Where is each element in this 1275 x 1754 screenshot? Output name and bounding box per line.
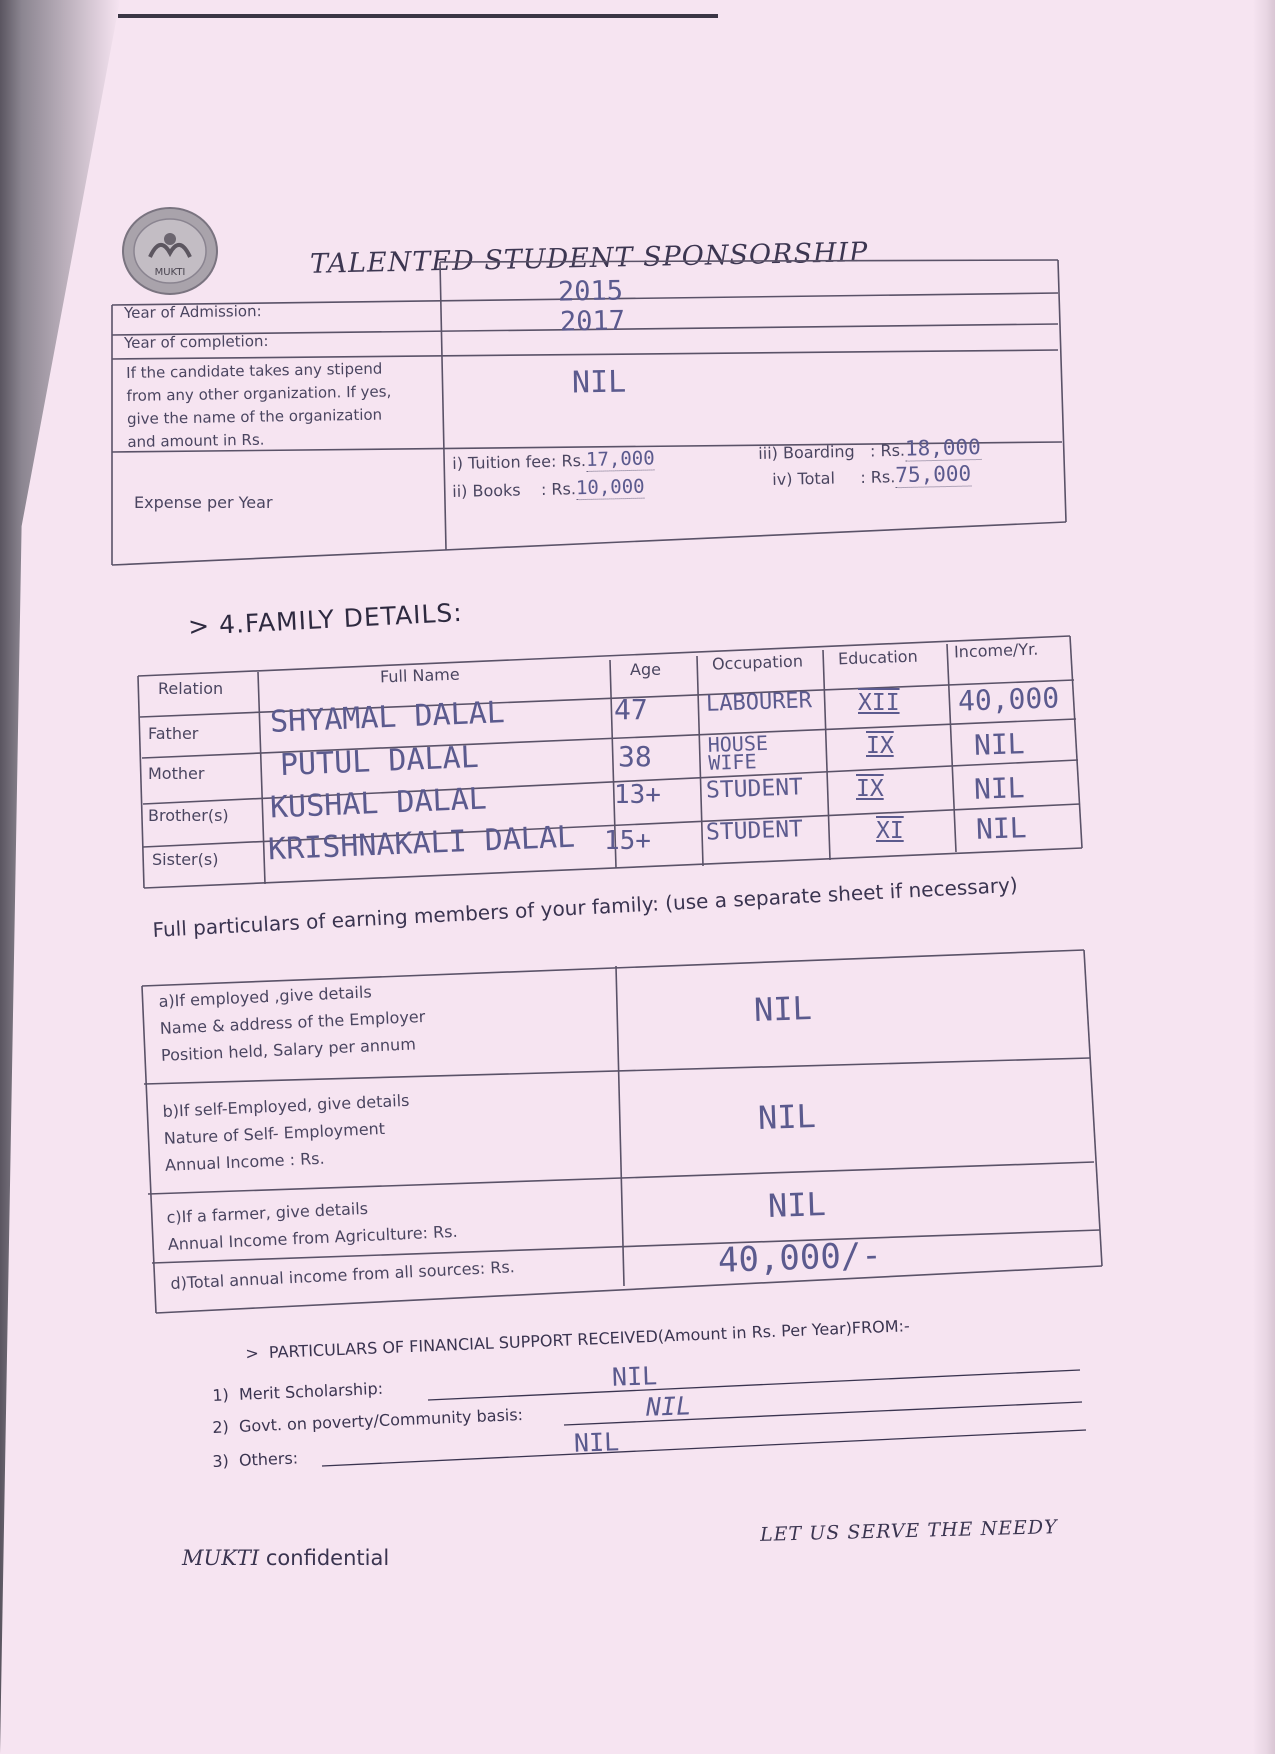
earning-a-line: a)If employed ,give details <box>158 982 373 1011</box>
boarding-value: 18,000 <box>904 434 982 461</box>
col-relation: Relation <box>158 679 224 698</box>
family-heading-text: 4.FAMILY DETAILS: <box>218 597 464 640</box>
education-sister: XI <box>876 818 904 844</box>
age-mother: 38 <box>618 740 652 773</box>
total-value: 75,000 <box>895 461 972 488</box>
earning-note: Full particulars of earning members of your family: (use a separate sheet if necessary) <box>152 872 1019 942</box>
total-colon: : Rs. <box>860 467 896 487</box>
income-brother: NIL <box>973 771 1026 806</box>
support-heading-marker: > <box>245 1343 260 1363</box>
relation-sister: Sister(s) <box>152 850 219 869</box>
completion-value: 2017 <box>559 305 626 338</box>
support-label: Govt. on poverty/Community basis: <box>238 1404 524 1436</box>
stipend-label-line: If the candidate takes any stipend <box>126 359 383 382</box>
name-brother: KUSHAL DALAL <box>269 781 488 826</box>
earning-b-line: Nature of Self- Employment <box>163 1118 386 1148</box>
expense-label: Expense per Year <box>134 493 273 512</box>
earning-b-value: NIL <box>757 1097 817 1137</box>
support-num: 3) <box>212 1451 230 1471</box>
stipend-label-line: give the name of the organization <box>126 405 383 428</box>
age-sister: 15+ <box>604 826 651 856</box>
occupation-mother: HOUSE WIFE <box>707 730 769 775</box>
support-value-merit: NIL <box>611 1361 658 1392</box>
col-age: Age <box>630 660 661 679</box>
support-label: Others: <box>238 1448 299 1470</box>
admission-value: 2015 <box>557 275 624 308</box>
total-label: iv) Total <box>772 468 836 489</box>
name-mother: PUTUL DALAL <box>279 739 480 784</box>
occupation-brother: STUDENT <box>705 774 804 804</box>
tuition-label: i) Tuition fee: Rs. <box>452 450 587 473</box>
occupation-father: LABOURER <box>705 688 813 717</box>
col-full-name: Full Name <box>379 664 460 687</box>
education-brother: IX <box>856 776 884 802</box>
tuition-value: 17,000 <box>585 447 655 471</box>
logo-text: MUKTI <box>154 267 186 278</box>
stipend-label-line: from any other organization. If yes, <box>126 382 392 405</box>
support-heading-text: PARTICULARS OF FINANCIAL SUPPORT RECEIVED(Amount in Rs. Per Year)FROM:- <box>268 1316 911 1362</box>
relation-father: Father <box>148 724 199 743</box>
col-income: Income/Yr. <box>953 639 1039 662</box>
boarding-label: iii) Boarding <box>758 441 855 463</box>
earning-c-line: Annual Income from Agriculture: Rs. <box>167 1221 458 1254</box>
support-num: 1) <box>212 1385 230 1405</box>
earning-d-label: d)Total annual income from all sources: Rs. <box>170 1257 516 1293</box>
books-value: 10,000 <box>575 475 645 500</box>
heading-marker: > <box>187 611 211 642</box>
name-father: SHYAMAL DALAL <box>269 695 506 740</box>
admission-label: Year of Admission: <box>123 302 262 322</box>
relation-brother: Brother(s) <box>148 806 229 825</box>
support-num: 2) <box>212 1417 230 1437</box>
books-label: ii) Books <box>452 480 521 501</box>
footer-brand: MUKTI <box>182 1546 260 1570</box>
support-value-others: NIL <box>573 1427 620 1458</box>
earning-b-line: b)If self-Employed, give details <box>162 1090 410 1121</box>
stipend-label-line: and amount in Rs. <box>127 430 265 451</box>
boarding-colon: : Rs. <box>869 440 906 461</box>
footer-confidential <box>182 1546 389 1570</box>
support-item-others <box>212 1448 298 1471</box>
stipend-value: NIL <box>571 364 627 401</box>
footer-motto: LET US SERVE THE NEEDY <box>759 1516 1058 1546</box>
relation-mother: Mother <box>148 764 205 783</box>
footer-confidential-text: confidential <box>265 1546 390 1570</box>
income-sister: NIL <box>975 811 1028 846</box>
col-occupation: Occupation <box>711 651 804 674</box>
support-label: Merit Scholarship: <box>238 1378 384 1404</box>
education-mother: IX <box>866 733 894 759</box>
age-father: 47 <box>614 693 648 726</box>
earning-b-line: Annual Income : Rs. <box>164 1148 326 1175</box>
books-colon: : Rs. <box>540 479 577 499</box>
earning-a-line: Position held, Salary per annum <box>160 1034 417 1065</box>
col-education: Education <box>837 646 918 669</box>
age-brother: 13+ <box>614 780 661 810</box>
name-sister: KRISHNAKALI DALAL <box>267 819 576 868</box>
form-title: TALENTED STUDENT SPONSORSHIP <box>309 237 869 280</box>
earning-c-line: c)If a farmer, give details <box>166 1198 369 1227</box>
income-father: 40,000 <box>957 681 1060 718</box>
earning-a-value: NIL <box>753 989 813 1029</box>
income-mother: NIL <box>973 727 1026 762</box>
education-father: XII <box>858 690 900 716</box>
earning-c-value: NIL <box>767 1185 827 1225</box>
occupation-sister: STUDENT <box>705 816 804 846</box>
earning-d-value: 40,000/- <box>717 1235 883 1281</box>
earning-a-line: Name & address of the Employer <box>159 1006 426 1038</box>
completion-label: Year of completion: <box>123 331 269 353</box>
support-value-govt: NIL <box>645 1391 692 1422</box>
